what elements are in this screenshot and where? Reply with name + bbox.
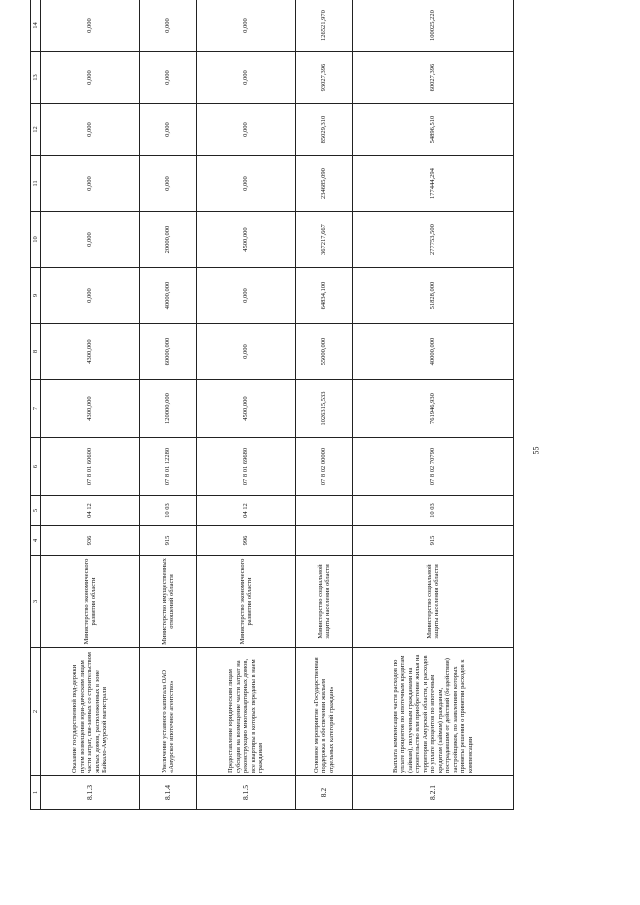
- col-header: 3: [31, 556, 41, 648]
- cell-c7: 120000,000: [140, 380, 197, 438]
- cell-c14: 0,000: [41, 0, 140, 52]
- cell-c12: 0,000: [197, 104, 296, 156]
- row-code: 8.2.1: [353, 776, 514, 810]
- cell-c4: 936: [41, 526, 140, 556]
- cell-c11: 0,000: [197, 156, 296, 212]
- col-header: 11: [31, 156, 41, 212]
- cell-c7: 761946,930: [353, 380, 514, 438]
- row-agency: Министерство имущественных отношений области: [140, 556, 197, 648]
- row-description: Оказание государственной под-держки путем возмещения юри-дическим лицам части затрат, свя-занных со строительством жилых домов, расположенных в зоне Байкало-Амурской магистрали: [41, 648, 140, 776]
- cell-c8: 0,000: [197, 324, 296, 380]
- row-agency: Министерство экономического развития области: [41, 556, 140, 648]
- col-header: 4: [31, 526, 41, 556]
- cell-c13: 0,000: [41, 52, 140, 104]
- cell-c10: 4500,000: [197, 212, 296, 268]
- cell-c4: 996: [197, 526, 296, 556]
- cell-c10: 277753,500: [353, 212, 514, 268]
- table-row: [353, 0, 514, 810]
- cell-c8: 4300,000: [41, 324, 140, 380]
- col-header: 8: [31, 324, 41, 380]
- cell-c5: 04 12: [197, 496, 296, 526]
- row-code: 8.2: [296, 776, 353, 810]
- cell-c8: 40000,000: [353, 324, 514, 380]
- cell-c4: 915: [353, 526, 514, 556]
- row-code: 8.1.3: [41, 776, 140, 810]
- cell-c12: 54896,510: [353, 104, 514, 156]
- row-agency: Министерство экономического развития области: [197, 556, 296, 648]
- cell-c13: 0,000: [197, 52, 296, 104]
- table-row: [296, 0, 353, 810]
- cell-c14: 100025,220: [353, 0, 514, 52]
- cell-c6: 07 8 02 00000: [296, 438, 353, 496]
- col-header: 14: [31, 0, 41, 52]
- cell-c14: 0,000: [197, 0, 296, 52]
- column-number-header: [31, 0, 41, 810]
- cell-c6: 07 8 02 70790: [353, 438, 514, 496]
- cell-c11: 177444,294: [353, 156, 514, 212]
- rotated-table-sheet: [30, 0, 610, 810]
- cell-c8: 55000,000: [296, 324, 353, 380]
- cell-c4: [296, 526, 353, 556]
- table-row: [140, 0, 197, 810]
- row-code: 8.1.4: [140, 776, 197, 810]
- cell-c10: 367217,667: [296, 212, 353, 268]
- col-header: 10: [31, 212, 41, 268]
- cell-c6: 07 8 01 69680: [197, 438, 296, 496]
- table-row: [197, 0, 296, 810]
- cell-c14: 0,000: [140, 0, 197, 52]
- cell-c12: 85029,310: [296, 104, 353, 156]
- cell-c6: 07 8 01 12280: [140, 438, 197, 496]
- cell-c13: 93027,396: [296, 52, 353, 104]
- cell-c4: 915: [140, 526, 197, 556]
- page-number: 55: [531, 446, 541, 455]
- cell-c10: 0,000: [41, 212, 140, 268]
- cell-c9: 64834,100: [296, 268, 353, 324]
- cell-c7: 4500,000: [197, 380, 296, 438]
- col-header: 6: [31, 438, 41, 496]
- cell-c14: 126521,970: [296, 0, 353, 52]
- col-header: 7: [31, 380, 41, 438]
- col-header: 13: [31, 52, 41, 104]
- row-agency: Министерство социальной защиты населения области: [353, 556, 514, 648]
- col-header: 1: [31, 776, 41, 810]
- row-description: Увеличение уставного капитала ОАО «Амурское ипотечное агентство»: [140, 648, 197, 776]
- cell-c11: 0,000: [41, 156, 140, 212]
- cell-c9: 0,000: [41, 268, 140, 324]
- cell-c5: 10 03: [353, 496, 514, 526]
- cell-c11: 234685,090: [296, 156, 353, 212]
- row-agency: Министерство социальной защиты населения области: [296, 556, 353, 648]
- table-row: [41, 0, 140, 810]
- cell-c9: 0,000: [197, 268, 296, 324]
- cell-c13: 60027,396: [353, 52, 514, 104]
- cell-c13: 0,000: [140, 52, 197, 104]
- row-description: Предоставление юридическим лицам субсидии на возмещение части затрат на реконструкцию многоквартирных домов, все квартиры в которых переданы в наем гражданам: [197, 648, 296, 776]
- row-description: Основное мероприятие «Государственная поддержка в обеспечении жильем отдельных категорий граждан»: [296, 648, 353, 776]
- cell-c9: 51828,000: [353, 268, 514, 324]
- col-header: 2: [31, 648, 41, 776]
- cell-c7: 4300,000: [41, 380, 140, 438]
- cell-c12: 0,000: [140, 104, 197, 156]
- cell-c7: 1026315,533: [296, 380, 353, 438]
- row-code: 8.1.5: [197, 776, 296, 810]
- cell-c5: 04 12: [41, 496, 140, 526]
- budget-table: [30, 0, 514, 810]
- cell-c9: 40000,000: [140, 268, 197, 324]
- col-header: 5: [31, 496, 41, 526]
- cell-c10: 20000,000: [140, 212, 197, 268]
- cell-c8: 60000,000: [140, 324, 197, 380]
- cell-c6: 07 8 01 60600: [41, 438, 140, 496]
- col-header: 12: [31, 104, 41, 156]
- cell-c11: 0,000: [140, 156, 197, 212]
- col-header: 9: [31, 268, 41, 324]
- cell-c12: 0,000: [41, 104, 140, 156]
- cell-c5: 10 03: [140, 496, 197, 526]
- row-description: Выплата компенсации части расходов по уплате процентов по ипотечным кредитам (займам), полученным гражданами на строительство или приобретение жилья на территории Амурской области, и расходов по уплате процентов по ипотечным кредитам (займам) гражданам, пострадавшим от действий (бездействия) застройщиков, по заявлениям которых приняты решения о принятии расходов к компенсации: [353, 648, 514, 776]
- cell-c5: [296, 496, 353, 526]
